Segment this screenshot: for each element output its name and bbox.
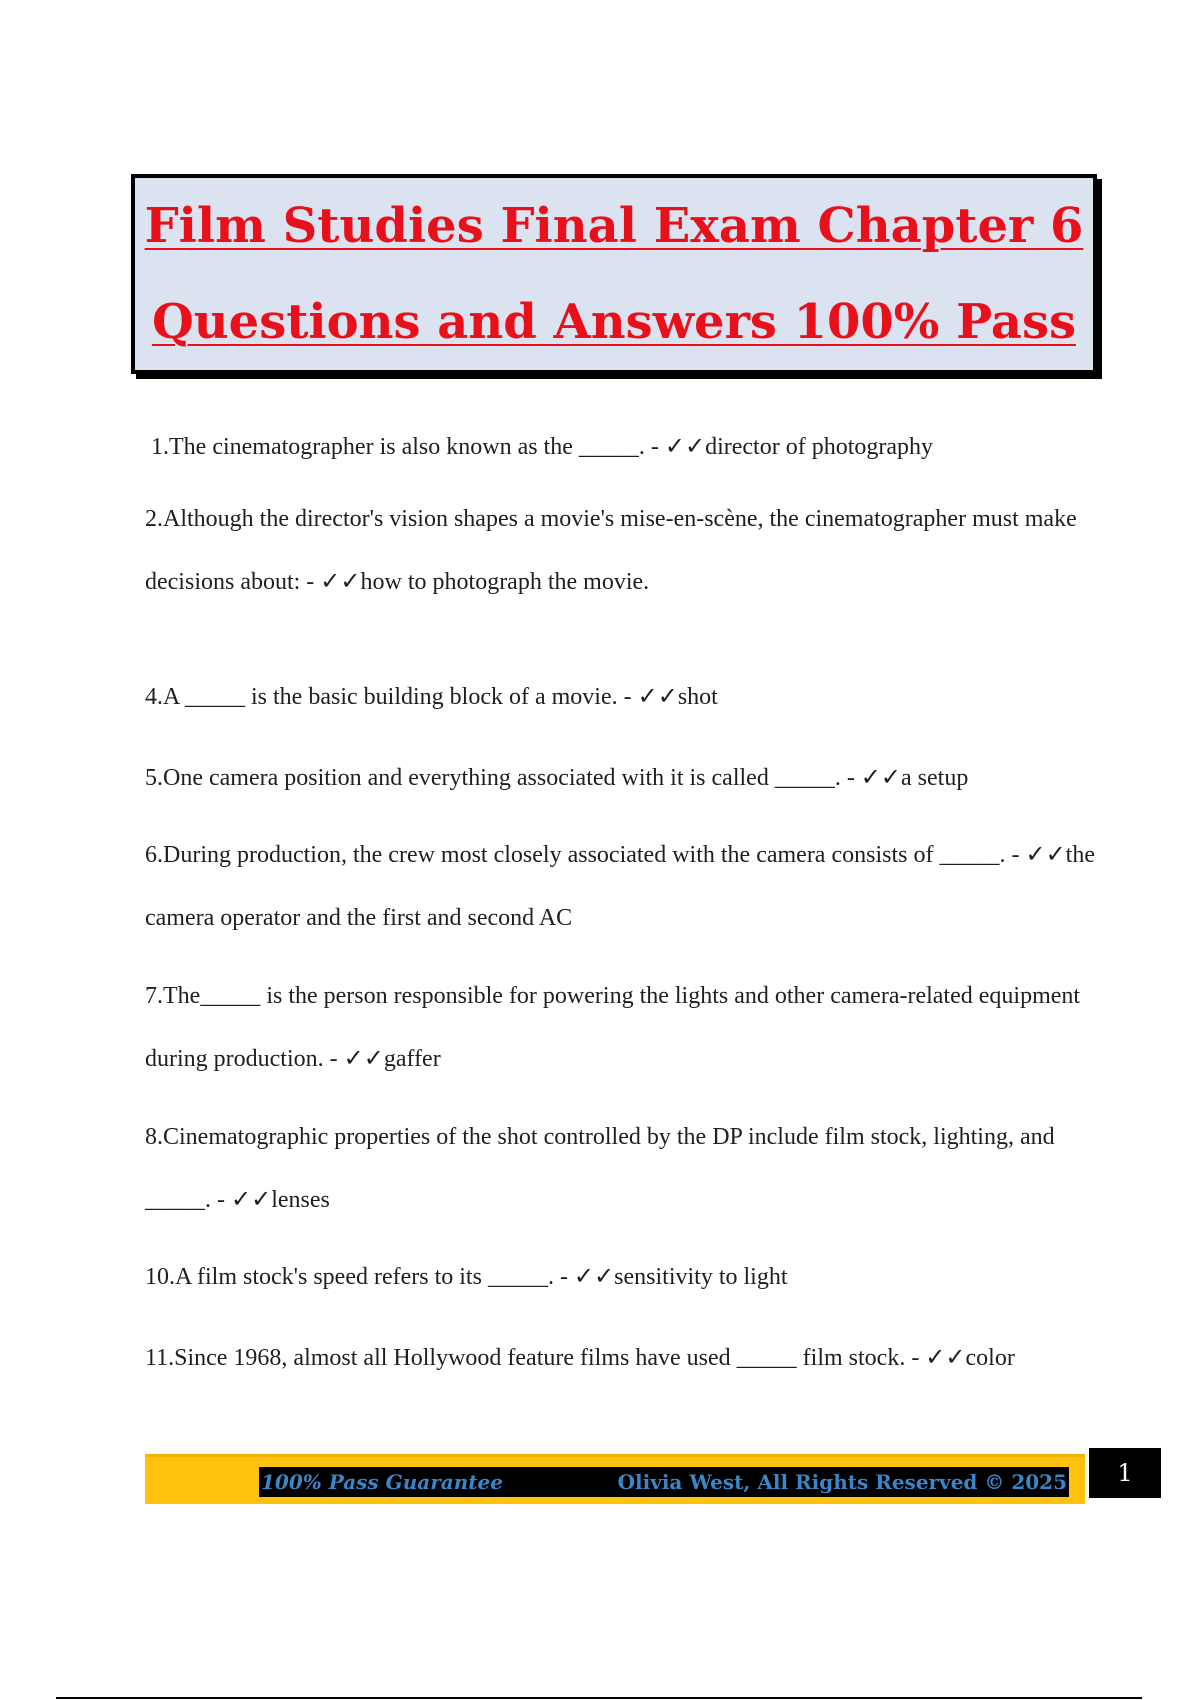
question-item: 6.During production, the crew most closely associated with the camera consists of _____. - ✓✓the camera operator and the first and second AC [145,842,1095,931]
question-item: 1.The cinematographer is also known as the _____. - ✓✓director of photography [151,434,934,460]
page-bottom-divider [56,1697,1142,1699]
question-item: 8.Cinematographic properties of the shot controlled by the DP include film stock, lighting, and _____. - ✓✓lenses [145,1124,1055,1213]
question-item: 5.One camera position and everything associated with it is called _____. - ✓✓a setup [145,765,969,791]
page-number: 1 [1089,1448,1161,1498]
question-item: 11.Since 1968, almost all Hollywood feature films have used _____ film stock. - ✓✓color [145,1345,1015,1371]
footer-copyright-text: Olivia West, All Rights Reserved © 2025 [617,1470,1067,1494]
footer-bar [145,1454,1085,1504]
title-box [131,174,1097,374]
question-item: 7.The_____ is the person responsible for powering the lights and other camera-related equipment during production. - ✓✓gaffer [145,983,1081,1072]
question-item: 4.A _____ is the basic building block of a movie. - ✓✓shot [145,684,718,710]
footer-banner [259,1467,1069,1497]
page-title-line-1: Film Studies Final Exam Chapter 6 [144,198,1084,254]
question-item: 10.A film stock's speed refers to its _____. - ✓✓sensitivity to light [145,1264,788,1290]
footer-guarantee-text: 100% Pass Guarantee [261,1470,503,1494]
question-item: 2.Although the director's vision shapes a movie's mise-en-scène, the cinematographer must make decisions about: - ✓✓how to photograph the movie. [145,506,1077,595]
page-title-line-2: Questions and Answers 100% Pass [151,294,1077,350]
